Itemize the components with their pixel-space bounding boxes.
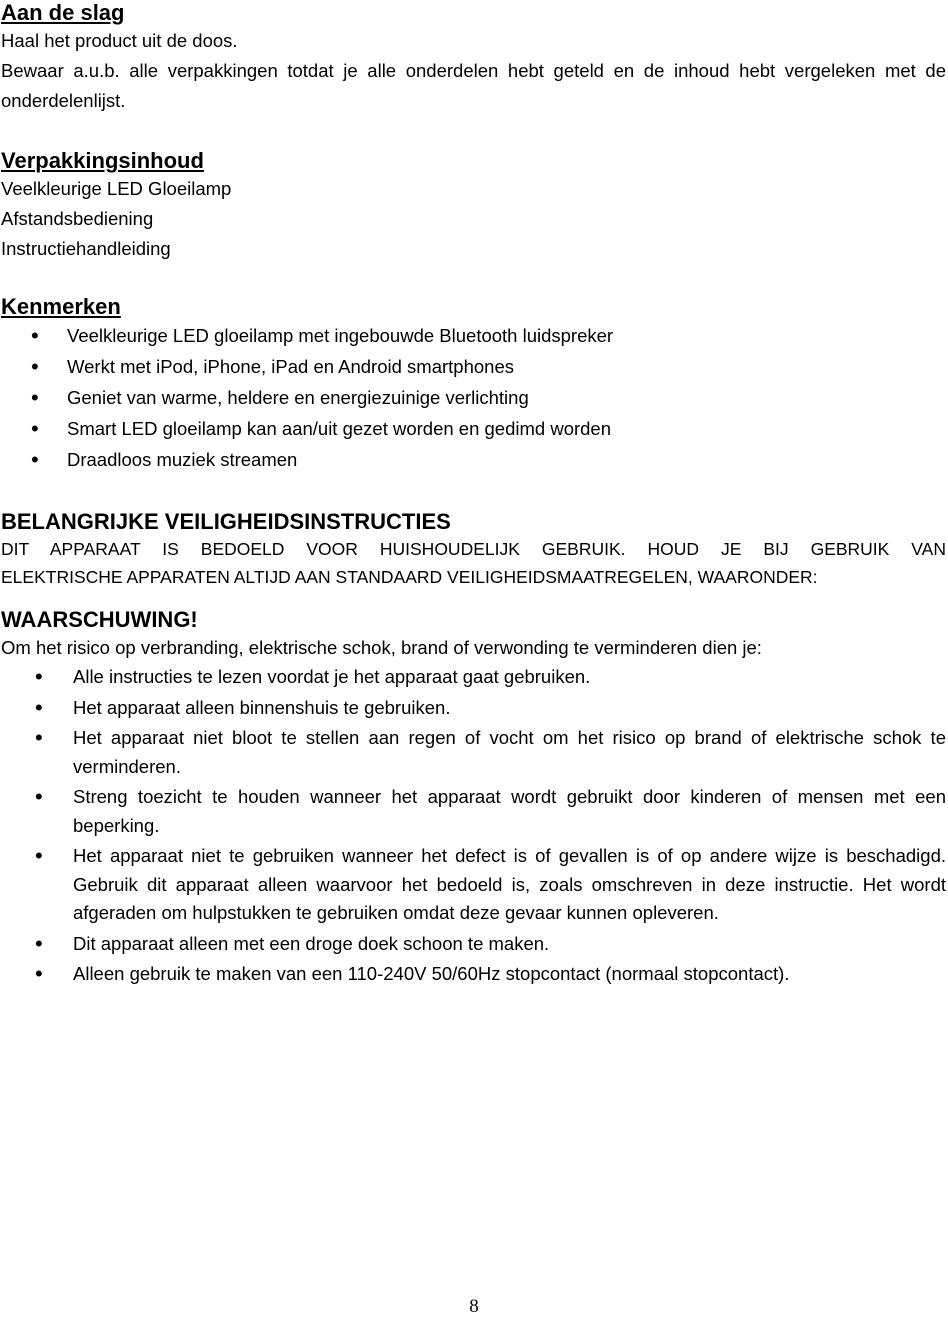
warning-item: • Alle instructies te lezen voordat je het apparaat gaat gebruiken. xyxy=(1,663,946,692)
heading-package-contents: Verpakkingsinhoud xyxy=(1,148,204,173)
warning-item: • Het apparaat niet bloot te stellen aan regen of vocht om het risico op brand of elektrische schok te verminderen. xyxy=(1,724,946,781)
features-list xyxy=(1,320,946,475)
warning-item: • Het apparaat alleen binnenshuis te gebruiken. xyxy=(1,694,946,723)
safety-text-line-1: DIT APPARAAT IS BEDOELD VOOR HUISHOUDELIJK GEBRUIK. HOUD JE BIJ GEBRUIK VAN xyxy=(1,539,946,559)
heading-features: Kenmerken xyxy=(1,294,121,319)
section-package-contents xyxy=(1,148,946,264)
section-features xyxy=(1,294,946,475)
keep-packaging-instruction: Bewaar a.u.b. alle verpakkingen totdat je alle onderdelen hebt geteld en de inhoud hebt vergeleken met de onderdelenlijst. xyxy=(1,60,946,111)
section-warning xyxy=(1,607,946,989)
contents-item: Veelkleurige LED Gloeilamp xyxy=(1,178,232,199)
feature-item: • Smart LED gloeilamp kan aan/uit gezet worden en gedimd worden xyxy=(1,413,946,444)
warning-item: • Het apparaat niet te gebruiken wanneer het defect is of gevallen is of op andere wijze is beschadigd. Gebruik dit apparaat alleen waarvoor het bedoeld is, zoals omschreven in deze instructie. Het wordt afgeraden om hulpstukken te gebruiken omdat deze gevaar kunnen opleveren. xyxy=(1,842,946,928)
heading-safety-instructions: BELANGRIJKE VEILIGHEIDSINSTRUCTIES xyxy=(1,509,451,534)
contents-item: Instructiehandleiding xyxy=(1,238,171,259)
safety-text-line-2: ELEKTRISCHE APPARATEN ALTIJD AAN STANDAARD VEILIGHEIDSMAATREGELEN, WAARONDER: xyxy=(1,567,818,587)
unbox-instruction: Haal het product uit de doos. xyxy=(1,30,238,51)
section-safety-instructions xyxy=(1,509,946,591)
page-number: 8 xyxy=(469,1296,479,1317)
warning-item: • Dit apparaat alleen met een droge doek schoon te maken. xyxy=(1,930,946,959)
feature-item: • Veelkleurige LED gloeilamp met ingebouwde Bluetooth luidspreker xyxy=(1,320,946,351)
section-getting-started xyxy=(1,0,946,116)
contents-item: Afstandsbediening xyxy=(1,208,154,229)
feature-item: • Geniet van warme, heldere en energiezuinige verlichting xyxy=(1,382,946,413)
feature-item: • Draadloos muziek streamen xyxy=(1,444,946,475)
page-content xyxy=(1,0,946,991)
warning-intro: Om het risico op verbranding, elektrische schok, brand of verwonding te verminderen dien je: xyxy=(1,637,762,658)
warning-item: • Streng toezicht te houden wanneer het apparaat wordt gebruikt door kinderen of mensen met een beperking. xyxy=(1,783,946,840)
warning-list xyxy=(1,663,946,989)
heading-getting-started: Aan de slag xyxy=(1,0,125,25)
warning-item: • Alleen gebruik te maken van een 110-240V 50/60Hz stopcontact (normaal stopcontact). xyxy=(1,960,946,989)
heading-warning: WAARSCHUWING! xyxy=(1,607,198,632)
feature-item: • Werkt met iPod, iPhone, iPad en Android smartphones xyxy=(1,351,946,382)
